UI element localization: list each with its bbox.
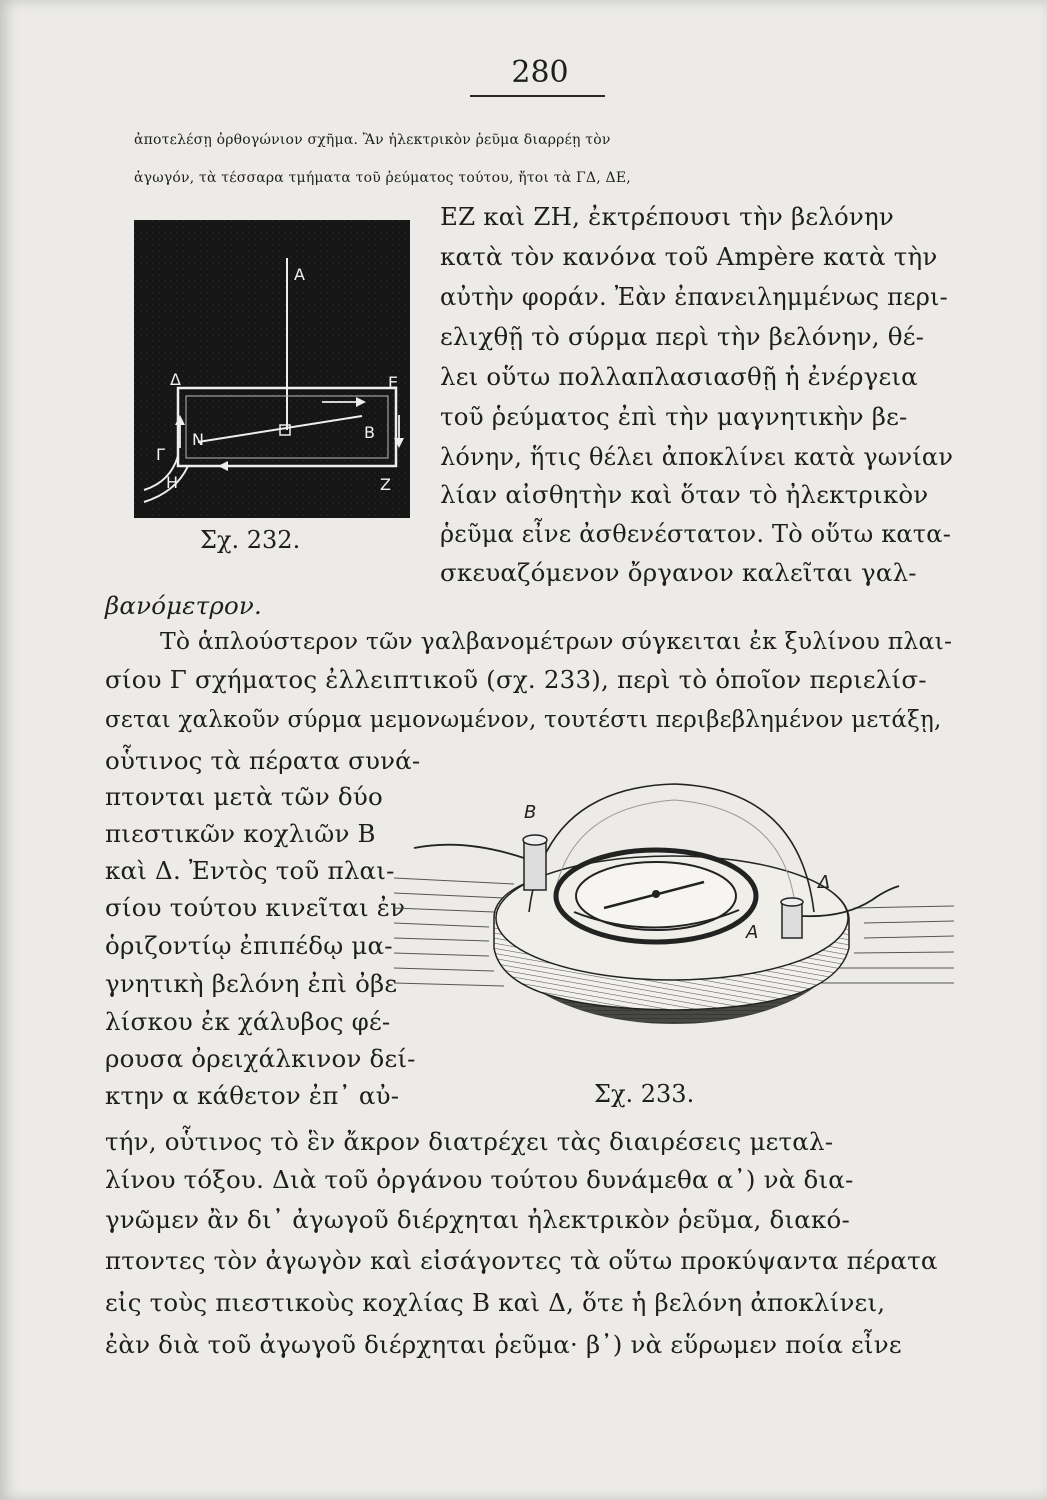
text-line: οὗτινος τὰ πέρατα συνά- [105, 746, 421, 775]
text-line: ΕΖ καὶ ΖΗ, ἐκτρέπουσι τὴν βελόνην [440, 202, 895, 231]
text-line: ἀγωγόν, τὰ τέσσαρα τμήματα τοῦ ῥεύματος τούτου, ἤτοι τὰ ΓΔ, ΔΕ, [134, 170, 631, 186]
text-line: καὶ Δ. Ἐντὸς τοῦ πλαι- [105, 856, 395, 885]
text-line: πιεστικῶν κοχλιῶν Β [105, 819, 376, 848]
figure-232-illustration [134, 220, 410, 518]
figure-232-drawing [134, 220, 410, 518]
fig232-label-e: Ε [388, 373, 399, 392]
text-line: ὁριζοντίῳ ἐπιπέδῳ μα- [105, 931, 393, 960]
text-line: ελιχθῇ τὸ σύρμα περὶ τὴν βελόνην, θέ- [440, 322, 925, 351]
text-line: εἰς τοὺς πιεστικοὺς κοχλίας Β καὶ Δ, ὅτε ἡ βελόνη ἀποκλίνει, [105, 1288, 886, 1317]
fig233-label-d: Δ [818, 872, 831, 893]
text-line: λίσκου ἐκ χάλυβος φέ- [105, 1007, 391, 1036]
text-line: τοῦ ῥεύματος ἐπὶ τὴν μαγνητικὴν βε- [440, 402, 908, 431]
fig232-label-b: Β [364, 423, 375, 442]
figure-233-illustration [394, 778, 954, 1070]
text-line: σεται χαλκοῦν σύρμα μεμονωμένον, τουτέστι περιβεβλημένον μετάξῃ, [105, 707, 942, 733]
text-line: ἀποτελέσῃ ὀρθογώνιον σχῆμα. Ἂν ἠλεκτρικὸν ῥεῦμα διαρρέῃ τὸν [134, 132, 611, 148]
text-line: πτοντες τὸν ἀγωγὸν καὶ εἰσάγοντες τὰ οὕτω προκύψαντα πέρατα [105, 1246, 938, 1275]
text-line: ῥεῦμα εἶνε ἀσθενέστατον. Τὸ οὕτω κατα- [440, 520, 952, 548]
text-line: βανόμετρον. [105, 591, 263, 620]
fig232-label-a: Α [294, 265, 305, 284]
text-line: κατὰ τὸν κανόνα τοῦ Ampère κατὰ τὴν [440, 242, 938, 271]
figure-232-caption: Σχ. 232. [200, 526, 301, 554]
fig232-label-n: N [192, 430, 204, 449]
text-line: τήν, οὗτινος τὸ ἓν ἄκρον διατρέχει τὰς διαιρέσεις μεταλ- [105, 1127, 834, 1156]
text-line: Τὸ ἁπλούστερον τῶν γαλβανομέτρων σύγκειται ἐκ ξυλίνου πλαι- [160, 627, 953, 655]
fig232-label-h: Η [166, 473, 179, 492]
fig233-label-b: Β [524, 802, 537, 823]
fig233-label-a: Α [746, 922, 759, 943]
text-line: σίου Γ σχήματος ἐλλειπτικοῦ (σχ. 233), περὶ τὸ ὁποῖον περιελίσ- [105, 665, 927, 694]
text-line: ἐὰν διὰ τοῦ ἀγωγοῦ διέρχηται ῥεῦμα· β᾽) νὰ εὕρωμεν ποία εἶνε [105, 1330, 902, 1359]
figure-233-caption: Σχ. 233. [594, 1080, 695, 1108]
fig232-label-z: Ζ [380, 475, 391, 494]
text-line: γνητικὴ βελόνη ἐπὶ ὀβε [105, 969, 398, 998]
header-rule [470, 95, 605, 97]
text-line: λίαν αἰσθητὴν καὶ ὅταν τὸ ἠλεκτρικὸν [440, 480, 929, 509]
text-line: σίου τούτου κινεῖται ἐν [105, 893, 406, 922]
figure-233-drawing [394, 778, 954, 1070]
text-line: γνῶμεν ἂν δι᾽ ἀγωγοῦ διέρχηται ἠλεκτρικὸν ῥεῦμα, διακό- [105, 1205, 850, 1234]
text-line: ρουσα ὀρειχάλκινον δεί- [105, 1044, 416, 1073]
fig232-label-g: Γ [156, 445, 165, 464]
text-line: σκευαζόμενον ὄργανον καλεῖται γαλ- [440, 558, 917, 587]
text-line: κτην α κάθετον ἐπ᾽ αὐ- [105, 1081, 400, 1110]
text-line: λόνην, ἥτις θέλει ἀποκλίνει κατὰ γωνίαν [440, 443, 954, 471]
text-line: αὐτὴν φοράν. Ἐὰν ἐπανειλημμένως περι- [440, 283, 948, 311]
page-number: 280 [511, 55, 569, 90]
fig232-label-d: Δ [170, 370, 181, 389]
text-line: λει οὕτω πολλαπλασιασθῇ ἡ ἐνέργεια [440, 362, 918, 391]
text-line: λίνου τόξου. Διὰ τοῦ ὀργάνου τούτου δυνάμεθα α᾽) νὰ δια- [105, 1165, 854, 1194]
text-line: πτονται μετὰ τῶν δύο [105, 782, 383, 811]
